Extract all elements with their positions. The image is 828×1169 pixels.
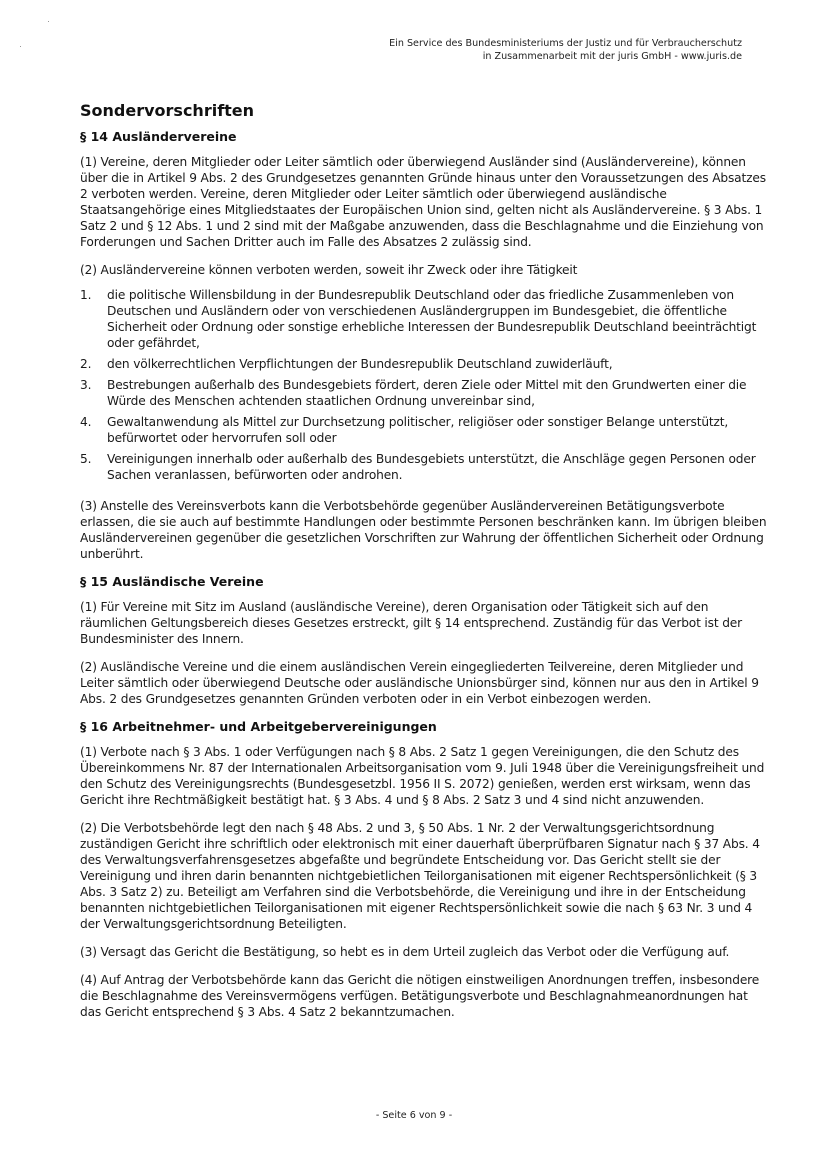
s16-paragraph-2: (2) Die Verbotsbehörde legt den nach § 48 Abs. 2 und 3, § 50 Abs. 1 Nr. 2 der Verwaltungsgerichtsordnung zuständigen Gericht ihre schriftlich oder elektronisch mit einer dauerhaft überprüfbaren Signatur nach § 37 Abs. 4 des Verwaltungsverfahrensgesetzes abgefaßte und begründete Entscheidung vor. Das Gericht stellt sie der Vereinigung und ihren darin benannten nichtgebietlichen Teilorganisationen mit eigener Rechtspersönlichkeit (§ 3 Abs. 3 Satz 2) zu. Beteiligt am Verfahren sind die Verbotsbehörde, die Vereinigung und ihre in der Entscheidung benannten nichtgebietlichen Teilorganisationen mit eigener Rechtspersönlichkeit sowie die nach § 63 Nr. 3 und 4 der Verwaltungsgerichtsordnung Beteiligten. bbox=[80, 821, 760, 931]
header-line-1: Ein Service des Bundesministeriums der Justiz und für Verbraucherschutz bbox=[389, 38, 742, 49]
list-item-number: 5. bbox=[80, 452, 92, 466]
s15-paragraph-1: (1) Für Vereine mit Sitz im Ausland (ausländische Vereine), deren Organisation oder Tätigkeit sich auf den räumlichen Geltungsbereich dieses Gesetzes erstreckt, gilt § 14 entsprechend. Zuständig für das Verbot ist der Bundesminister des Innern. bbox=[80, 600, 743, 646]
list-item-number: 3. bbox=[80, 378, 92, 392]
list-item-number: 1. bbox=[80, 288, 92, 302]
s14-paragraph-1: (1) Vereine, deren Mitglieder oder Leiter sämtlich oder überwiegend Ausländer sind (Ausländervereine), können über die in Artikel 9 Abs. 2 des Grundgesetzes genannten Gründe hinaus unter den Voraussetzungen des Absatzes 2 verboten werden. Vereine, deren Mitglieder oder Leiter sämtlich oder überwiegend ausländische Staatsangehörige eines Mitgliedstaates der Europäischen Union sind, gelten nicht als Ausländervereine. § 3 Abs. 1 Satz 2 und § 12 Abs. 1 und 2 sind mit der Maßgabe anzuwenden, dass die Beschlagnahme und die Einziehung von Forderungen und Sachen Dritter auch im Falle des Absatzes 2 zulässig sind. bbox=[80, 155, 766, 249]
list-item bbox=[80, 451, 770, 483]
s14-paragraph-3: (3) Anstelle des Vereinsverbots kann die Verbotsbehörde gegenüber Ausländervereinen Betätigungsverbote erlassen, die sie auch auf bestimmte Handlungen oder bestimmte Personen beschränken kann. Im übrigen bleiben Ausländervereinen gegenüber die gesetzlichen Vorschriften zur Wahrung der öffentlichen Sicherheit oder Ordnung unberührt. bbox=[80, 499, 767, 561]
s16-paragraph-4: (4) Auf Antrag der Verbotsbehörde kann das Gericht die nötigen einstweiligen Anordnungen treffen, insbesondere die Beschlagnahme des Vereinsvermögens verfügen. Betätigungsverbote und Beschlagnahmeanordnungen hat das Gericht entsprechend § 3 Abs. 4 Satz 2 bekanntzumachen. bbox=[80, 973, 760, 1019]
list-item-number: 2. bbox=[80, 357, 92, 371]
scan-dot bbox=[20, 46, 21, 47]
list-item-text: Bestrebungen außerhalb des Bundesgebiets fördert, deren Ziele oder Mittel mit den Grundwerten einer die Würde des Menschen achtenden staatlichen Ordnung unvereinbar sind, bbox=[107, 378, 747, 408]
header-line-2: in Zusammenarbeit mit der juris GmbH - www.juris.de bbox=[482, 51, 742, 62]
list-item-text: die politische Willensbildung in der Bundesrepublik Deutschland oder das friedliche Zusammenleben von Deutschen und Ausländern oder von verschiedenen Ausländergruppen im Bundesgebiet, die öffentliche Sicherheit oder Ordnung oder sonstige erhebliche Interessen der Bundesrepublik Deutschland beeinträchtigt oder gefährdet, bbox=[107, 288, 757, 350]
page-number: - Seite 6 von 9 - bbox=[375, 1110, 453, 1121]
list-item bbox=[80, 377, 770, 409]
document-body bbox=[80, 100, 770, 1029]
s15-paragraph-2: (2) Ausländische Vereine und die einem ausländischen Verein eingegliederten Teilvereine, deren Mitglieder und Leiter sämtlich oder überwiegend Deutsche oder ausländische Unionsbürger sind, können nur aus den in Artikel 9 Abs. 2 des Grundgesetzes genannten Gründen verboten oder in ein Verbot einbezogen werden. bbox=[80, 660, 759, 706]
list-item bbox=[80, 287, 770, 351]
s14-heading: § 14 Ausländervereine bbox=[80, 129, 237, 144]
s14-item-list bbox=[80, 287, 770, 483]
section-title: Sondervorschriften bbox=[80, 101, 255, 120]
s16-paragraph-3: (3) Versagt das Gericht die Bestätigung, so hebt es in dem Urteil zugleich das Verbot oder die Verfügung auf. bbox=[80, 945, 730, 959]
list-item-number: 4. bbox=[80, 415, 92, 429]
s16-heading: § 16 Arbeitnehmer- und Arbeitgebervereinigungen bbox=[80, 719, 437, 734]
list-item bbox=[80, 356, 770, 372]
list-item-text: den völkerrechtlichen Verpflichtungen der Bundesrepublik Deutschland zuwiderläuft, bbox=[107, 357, 613, 371]
s15-heading: § 15 Ausländische Vereine bbox=[80, 574, 264, 589]
list-item-text: Gewaltanwendung als Mittel zur Durchsetzung politischer, religiöser oder sonstiger Belange unterstützt, befürwortet oder hervorrufen soll oder bbox=[107, 415, 729, 445]
list-item-text: Vereinigungen innerhalb oder außerhalb des Bundesgebiets unterstützt, die Anschläge gegen Personen oder Sachen veranlassen, befürworten oder androhen. bbox=[107, 452, 756, 482]
scan-dot bbox=[48, 21, 49, 22]
s16-paragraph-1: (1) Verbote nach § 3 Abs. 1 oder Verfügungen nach § 8 Abs. 2 Satz 1 gegen Vereinigungen, die den Schutz des Übereinkommens Nr. 87 der Internationalen Arbeitsorganisation vom 9. Juli 1948 über die Vereinigungsfreiheit und den Schutz des Vereinigungsrechts (Bundesgesetzbl. 1956 II S. 2072) genießen, werden erst wirksam, wenn das Gericht ihre Rechtmäßigkeit bestätigt hat. § 3 Abs. 4 und § 8 Abs. 2 Satz 3 und 4 sind nicht anzuwenden. bbox=[80, 745, 765, 807]
s14-paragraph-2: (2) Ausländervereine können verboten werden, soweit ihr Zweck oder ihre Tätigkeit bbox=[80, 263, 578, 277]
page-header bbox=[389, 37, 742, 63]
list-item bbox=[80, 414, 770, 446]
